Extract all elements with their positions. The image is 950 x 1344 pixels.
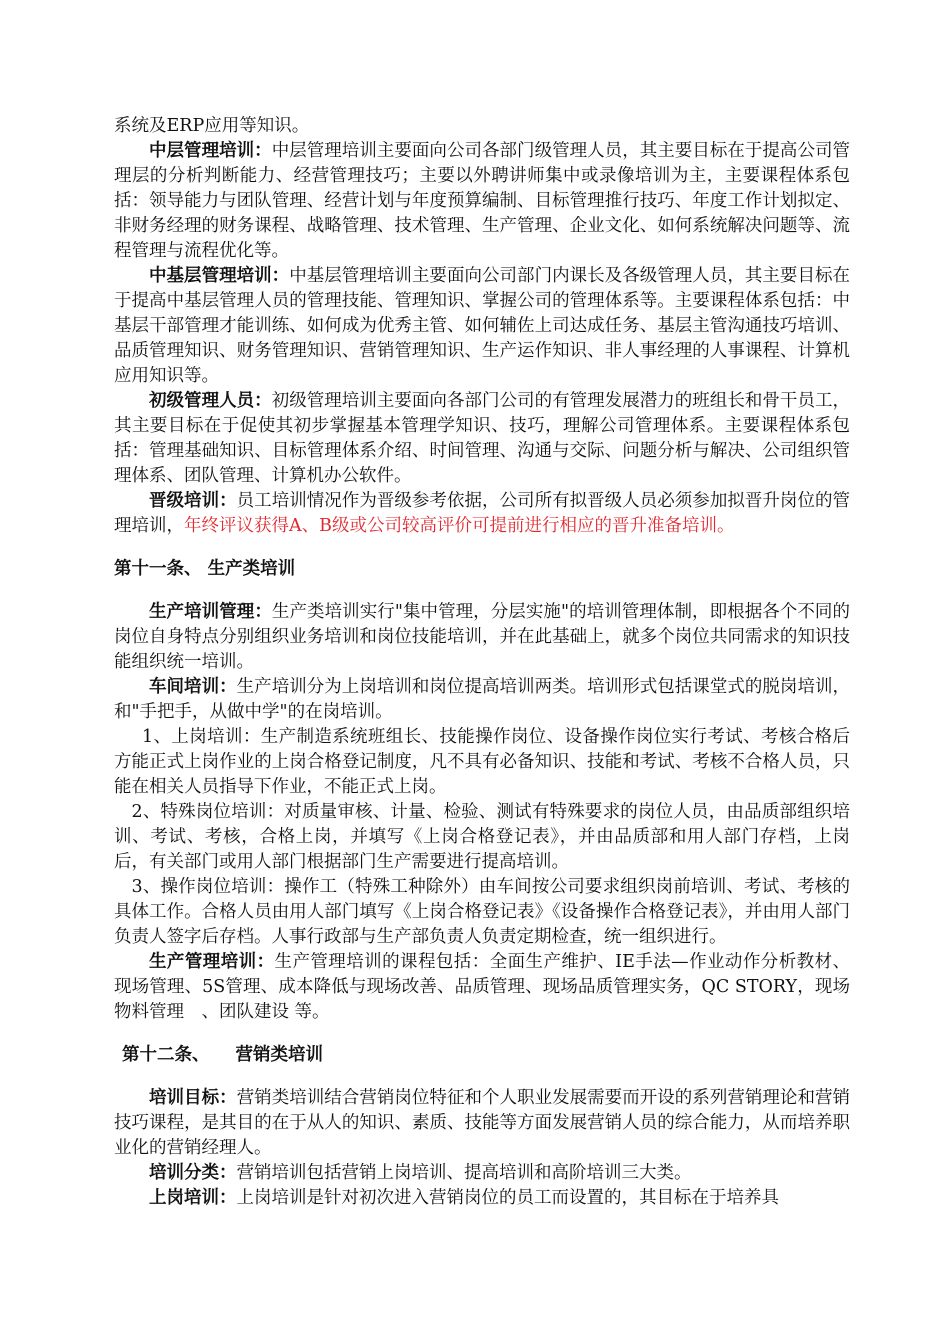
- paragraph-junior-middle-management: [114, 264, 850, 389]
- paragraph-text: 生产管理培训的课程包括：全面生产维护、IE手法—作业动作分析教材、现场管理、5S管理、成本降低与现场改善、品质管理、现场品质管理实务，QC STORY，现场物料管理 、团队建设 等。: [114, 952, 851, 1022]
- section-number: 第十二条、: [122, 1045, 210, 1065]
- term-label: 晋级培训：: [149, 491, 237, 511]
- paragraph-production-training-management: [114, 600, 850, 675]
- paragraph-sales-onboarding: [114, 1186, 850, 1211]
- term-label: 上岗培训：: [149, 1188, 237, 1208]
- paragraph-text: 生产类培训实行"集中管理，分层实施"的培训管理体制，即根据各个不同的岗位自身特点分别组织业务培训和岗位技能培训，并在此基础上，就多个岗位共同需求的知识技能组织统一培训。: [114, 602, 850, 672]
- term-label: 中层管理培训：: [149, 141, 272, 161]
- paragraph-production-management-training: [114, 950, 850, 1025]
- term-label: 生产培训管理：: [149, 602, 272, 622]
- term-label: 培训分类：: [149, 1163, 237, 1183]
- paragraph-text: 上岗培训是针对初次进入营销岗位的员工而设置的，其目标在于培养具: [236, 1188, 779, 1208]
- paragraph-operation-post-training: 3、操作岗位培训：操作工（特殊工种除外）由车间按公司要求组织岗前培训、考试、考核的具体工作。合格人员由用人部门填写《上岗合格登记表》《设备操作合格登记表》，并由用人部门负责人签字后存档。人事行政部与生产部负责人负责定期检查，统一组织进行。: [114, 877, 850, 947]
- paragraph-text: 营销类培训结合营销岗位特征和个人职业发展需要而开设的系列营销理论和营销技巧课程，是其目的在于从人的知识、素质、技能等方面发展营销人员的综合能力，从而培养职业化的营销经理人。: [114, 1088, 851, 1158]
- paragraph-erp-continuation: 系统及ERP应用等知识。: [114, 116, 310, 136]
- paragraph-text: 生产培训分为上岗培训和岗位提高培训两类。培训形式包括课堂式的脱岗培训，和"手把手，从做中学"的在岗培训。: [114, 677, 851, 722]
- section-heading-11: 第十一条、 生产类培训: [114, 559, 296, 579]
- paragraph-promotion-training: [114, 489, 850, 539]
- term-label: 培训目标：: [149, 1088, 237, 1108]
- highlighted-text: 年终评议获得A、B级或公司较高评价可提前进行相应的晋升准备培训。: [184, 516, 735, 536]
- section-title: 营销类培训: [235, 1045, 323, 1065]
- paragraph-text: 员工培训情况作为晋级参考依据，公司所有拟晋级人员必须参加拟晋升岗位的管理培训，: [114, 491, 851, 536]
- paragraph-middle-management: [114, 139, 850, 264]
- paragraph-training-goal: [114, 1086, 850, 1161]
- term-label: 车间培训：: [149, 677, 237, 697]
- paragraph-text: 营销培训包括营销上岗培训、提高培训和高阶培训三大类。: [236, 1163, 692, 1183]
- paragraph-special-post-training: 2、特殊岗位培训：对质量审核、计量、检验、测试有特殊要求的岗位人员，由品质部组织培训、考试、考核，合格上岗，并填写《上岗合格登记表》，并由品质部和用人部门存档，上岗后，有关部门或用人部门根据部门生产需要进行提高培训。: [114, 802, 850, 872]
- term-label: 中基层管理培训：: [149, 266, 290, 286]
- paragraph-onboarding-training: 1、上岗培训：生产制造系统班组长、技能操作岗位、设备操作岗位实行考试、考核合格后方能正式上岗作业的上岗合格登记制度，凡不具有必备知识、技能和考试、考核不合格人员，只能在相关人员指导下作业，不能正式上岗。: [114, 727, 850, 797]
- paragraph-entry-management: [114, 389, 850, 489]
- section-heading-12: [114, 1043, 850, 1068]
- paragraph-workshop-training: [114, 675, 850, 725]
- paragraph-text: 中层管理培训主要面向公司各部门级管理人员，其主要目标在于提高公司管理层的分析判断能力、经营管理技巧；主要以外聘讲师集中或录像培训为主，主要课程体系包括：领导能力与团队管理、经营计划与年度预算编制、目标管理推行技巧、年度工作计划拟定、非财务经理的财务课程、战略管理、技术管理、生产管理、企业文化、如何系统解决问题等、流程管理与流程优化等。: [114, 141, 851, 261]
- paragraph-training-category: [114, 1161, 850, 1186]
- term-label: 生产管理培训：: [149, 952, 275, 972]
- term-label: 初级管理人员：: [149, 391, 272, 411]
- paragraph-text: 中基层管理培训主要面向公司部门内课长及各级管理人员，其主要目标在于提高中基层管理人员的管理技能、管理知识、掌握公司的管理体系等。主要课程体系包括：中基层干部管理才能训练、如何成为优秀主管、如何辅佐上司达成任务、基层主管沟通技巧培训、品质管理知识、财务管理知识、营销管理知识、生产运作知识、非人事经理的人事课程、计算机应用知识等。: [114, 266, 851, 386]
- document-page: [114, 114, 850, 1211]
- paragraph-text: 初级管理培训主要面向各部门公司的有管理发展潜力的班组长和骨干员工，其主要目标在于促使其初步掌握基本管理学知识、技巧，理解公司管理体系。主要课程体系包括：管理基础知识、目标管理体系介绍、时间管理、沟通与交际、问题分析与解决、公司组织管理体系、团队管理、计算机办公软件。: [114, 391, 851, 486]
